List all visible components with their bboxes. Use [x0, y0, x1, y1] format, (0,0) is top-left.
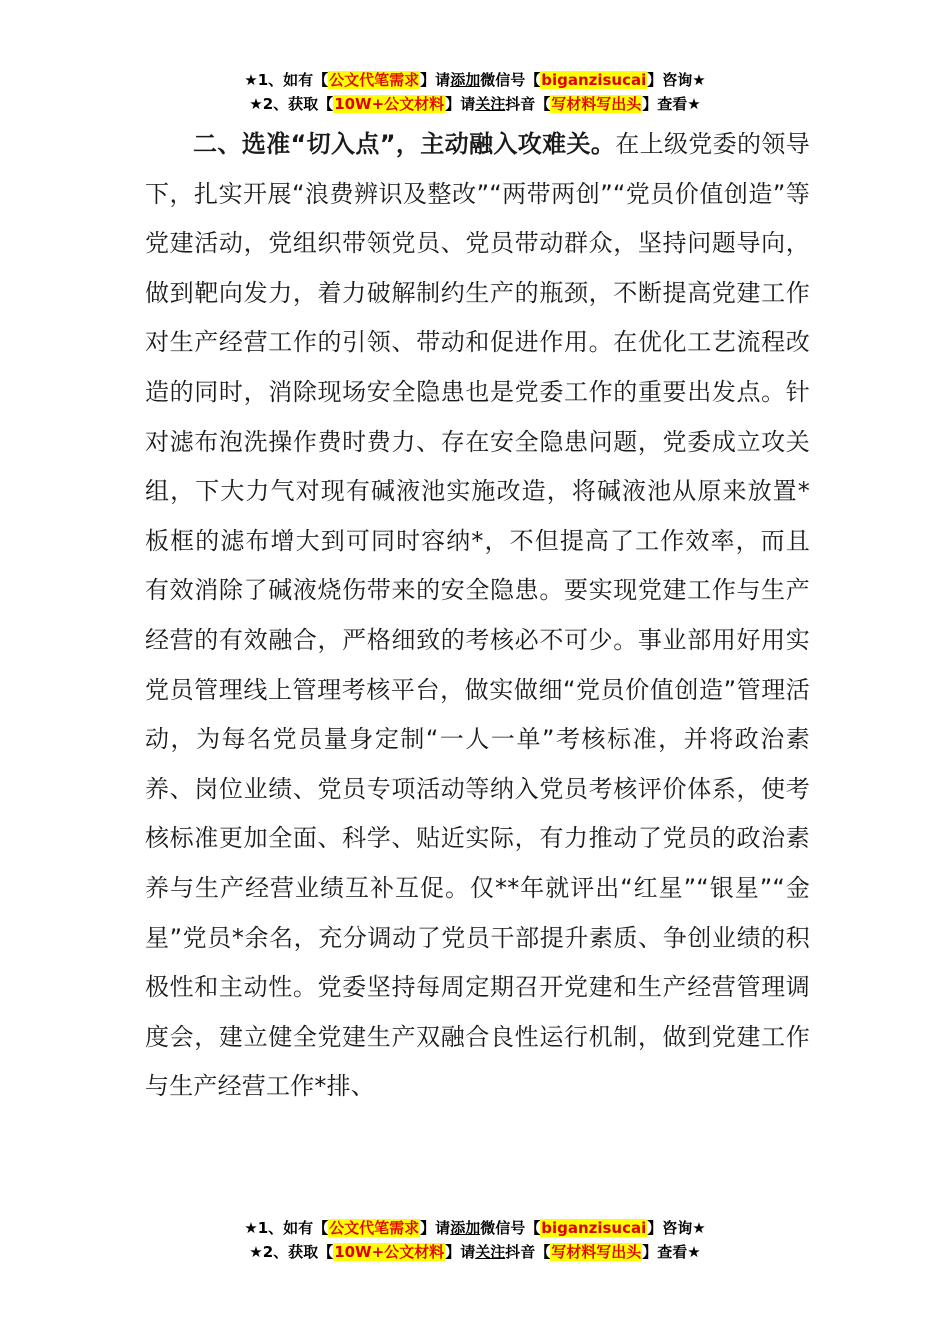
banner-text: 】请: [445, 1243, 476, 1261]
banner-text: ★2、获取【: [249, 95, 334, 113]
banner-text: ★1、如有【: [244, 1219, 329, 1237]
header-banner: [0, 68, 950, 116]
banner-text: 】查看★: [642, 1243, 701, 1261]
banner-text: ★2、获取【: [249, 1243, 334, 1261]
highlight-douyin-account: 写材料写出头: [551, 95, 642, 113]
banner-text: 抖音【: [505, 95, 551, 113]
banner-line-2: [0, 1240, 950, 1264]
section-heading: 二、选准“切入点”，主动融入攻难关。: [193, 130, 616, 158]
highlight-service: 公文代笔需求: [329, 71, 420, 89]
highlight-materials: 10W+公文材料: [334, 1243, 445, 1261]
banner-text: 】请: [420, 1219, 451, 1237]
banner-underlined-text: 关注: [475, 95, 506, 113]
banner-text: 】查看★: [642, 95, 701, 113]
banner-line-1: [0, 68, 950, 92]
banner-underlined-text: 添加: [450, 1219, 481, 1237]
banner-text: ★1、如有【: [244, 71, 329, 89]
banner-text: 】请: [420, 71, 451, 89]
banner-underlined-text: 关注: [475, 1243, 506, 1261]
banner-text: 抖音【: [505, 1243, 551, 1261]
banner-text: 】咨询★: [647, 71, 706, 89]
highlight-douyin-account: 写材料写出头: [551, 1243, 642, 1261]
highlight-wechat-id: biganzisucai: [541, 1219, 647, 1237]
banner-line-2: [0, 92, 950, 116]
highlight-service: 公文代笔需求: [329, 1219, 420, 1237]
highlight-materials: 10W+公文材料: [334, 95, 445, 113]
footer-banner: [0, 1216, 950, 1264]
document-body: [145, 120, 810, 1112]
banner-underlined-text: 添加: [450, 71, 481, 89]
highlight-wechat-id: biganzisucai: [541, 71, 647, 89]
banner-text: 】咨询★: [647, 1219, 706, 1237]
banner-text: 微信号【: [480, 71, 541, 89]
banner-text: 微信号【: [480, 1219, 541, 1237]
banner-line-1: [0, 1216, 950, 1240]
paragraph-text: 在上级党委的领导下，扎实开展“浪费辨识及整改”“两带两创”“党员价值创造”等党建活动，党组织带领党员、党员带动群众，坚持问题导向，做到靶向发力，着力破解制约生产的瓶颈，不断提高党建工作对生产经营工作的引领、带动和促进作用。在优化工艺流程改造的同时，消除现场安全隐患也是党委工作的重要出发点。针对滤布泡洗操作费时费力、存在安全隐患问题，党委成立攻关组，下大力气对现有碱液池实施改造，将碱液池从原来放置*板框的滤布增大到可同时容纳*，不但提高了工作效率，而且有效消除了碱液烧伤带来的安全隐患。要实现党建工作与生产经营的有效融合，严格细致的考核必不可少。事业部用好用实党员管理线上管理考核平台，做实做细“党员价值创造”管理活动，为每名党员量身定制“一人一单”考核标准，并将政治素养、岗位业绩、党员专项活动等纳入党员考核评价体系，使考核标准更加全面、科学、贴近实际，有力推动了党员的政治素养与生产经营业绩互补互促。仅**年就评出“红星”“银星”“金星”党员*余名，充分调动了党员干部提升素质、争创业绩的积极性和主动性。党委坚持每周定期召开党建和生产经营管理调度会，建立健全党建生产双融合良性运行机制，做到党建工作与生产经营工作*排、: [145, 130, 810, 1101]
body-paragraph: [145, 120, 810, 1112]
banner-text: 】请: [445, 95, 476, 113]
